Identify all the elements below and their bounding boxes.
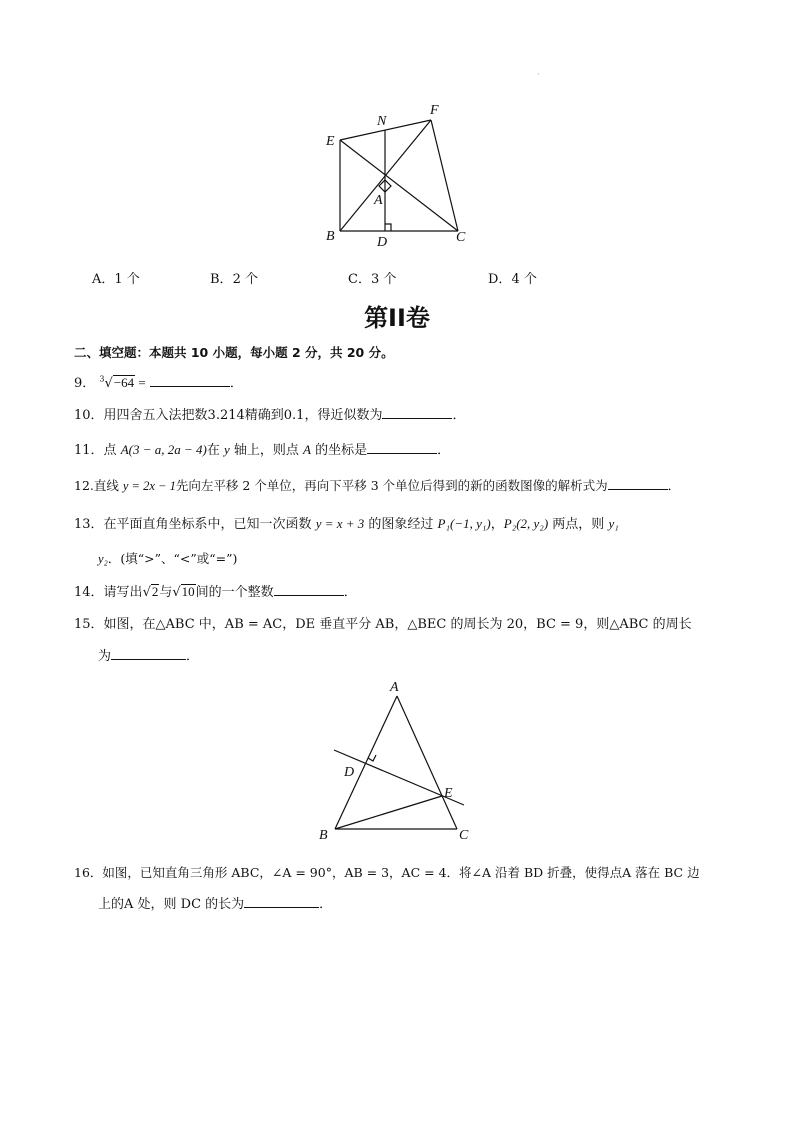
side-AB	[335, 696, 397, 829]
label-F: F	[430, 103, 439, 118]
label-N: N	[377, 114, 387, 129]
volume-title: 第II卷	[364, 304, 430, 332]
label-C: C	[456, 230, 466, 245]
answer-blank-14[interactable]	[274, 583, 344, 596]
question-16-line2: 上的A 处，则 DC 的长为 ．	[98, 897, 333, 912]
question-11: 11．点 A(3 − a, 2a − 4)在 y 轴上，则点 A 的坐标是 ．	[74, 442, 451, 458]
cube-root-index: 3	[99, 374, 105, 384]
scan-dot: ·	[537, 70, 540, 79]
label-E: E	[444, 786, 453, 801]
label-E: E	[326, 134, 335, 149]
radical-sign: √	[172, 585, 181, 600]
question-13: 13．在平面直角坐标系中，已知一次函数 y = x + 3 的图象经过 P₁(−1, y₁)，P₂(2, y₂) 两点，则 y₁	[74, 516, 619, 532]
label-D: D	[377, 235, 388, 250]
question-15: 15．如图，在△ABC 中，AB = AC，DE 垂直平分 AB，△BEC 的周长为 20，BC = 9，则△ABC 的周长	[74, 617, 692, 632]
question-16: 16．如图，已知直角三角形 ABC，∠A = 90°，AB = 3，AC = 4．将∠A 沿着 BD 折叠，使得点A 落在 BC 边	[74, 865, 700, 880]
label-C: C	[459, 828, 469, 843]
label-B: B	[326, 229, 335, 244]
choice-a[interactable]: A．1 个	[92, 272, 140, 287]
question-10: 10．用四舍五入法把数3.214精确到0.1，得近似数为 ．	[74, 408, 466, 423]
label-D: D	[344, 765, 355, 780]
figure-triangle	[316, 674, 486, 849]
answer-blank-10[interactable]	[382, 406, 452, 419]
label-A: A	[390, 680, 399, 695]
label-B: B	[319, 828, 328, 843]
choice-d[interactable]: D．4 个	[488, 272, 537, 287]
right-angle-mark-D	[385, 224, 391, 231]
choice-c[interactable]: C．3 个	[348, 272, 397, 287]
question-13-line2: y₂．(填“>”、“<”或“=”)	[98, 551, 238, 566]
segment-EC	[340, 140, 458, 231]
label-A: A	[374, 193, 383, 208]
question-15-line2: 为 ．	[98, 649, 200, 664]
answer-blank-12[interactable]	[608, 477, 668, 490]
answer-blank-16[interactable]	[244, 895, 319, 908]
radical-sign: √	[104, 376, 113, 391]
question-9: 9． $^3$√−64 = ．	[74, 374, 243, 391]
segment-BE	[335, 796, 442, 829]
question-12: 12.直线 y = 2x − 1先向左平移 2 个单位，再向下平移 3 个单位后得到的新的函数图像的解析式为 ．	[74, 478, 681, 493]
edge-CF	[431, 120, 458, 231]
section-heading: 二、填空题：本题共 10 小题，每小题 2 分，共 20 分。	[74, 345, 394, 360]
question-14: 14．请写出√2与√10间的一个整数 ．	[74, 584, 357, 600]
answer-blank-11[interactable]	[367, 441, 437, 454]
figure-quadrilateral	[318, 100, 478, 250]
radical-sign: √	[142, 585, 151, 600]
side-AC	[397, 696, 457, 829]
choice-b[interactable]: B．2 个	[210, 272, 258, 287]
radicand: −64	[113, 375, 135, 390]
answer-blank-15[interactable]	[111, 647, 186, 660]
answer-blank-9[interactable]	[150, 374, 230, 387]
